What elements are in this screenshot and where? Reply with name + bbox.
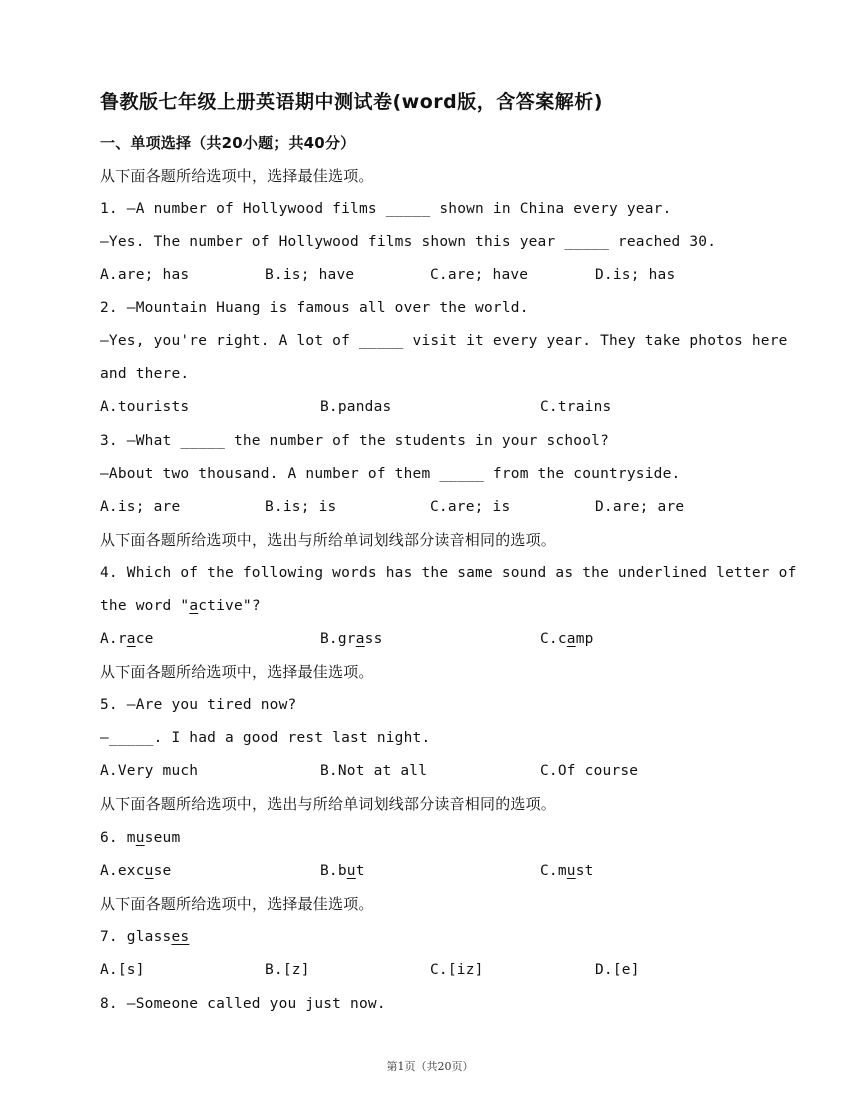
question-3-option-d: D.are; are [595, 499, 685, 515]
question-3-option-b: B.is; is [265, 499, 337, 515]
question-3-stem: 3. —What _____ the number of the students in your school? [100, 433, 609, 449]
question-3-reply: —About two thousand. A number of them _____ from the countryside. [100, 466, 681, 482]
question-4-stem-cont: the word "active"? [100, 598, 261, 614]
question-7-option-d: D.[e] [595, 962, 640, 978]
instruction-sound-2: 从下面各题所给选项中，选出与所给单词划线部分读音相同的选项。 [100, 795, 557, 813]
question-7-option-c: C.[iz] [430, 962, 484, 978]
page-footer: 第1页（共20页） [386, 1060, 474, 1073]
question-4-stem: 4. Which of the following words has the same sound as the underlined letter of [100, 565, 797, 581]
question-3-option-c: C.are; is [430, 499, 511, 515]
question-2-option-c: C.trains [540, 399, 612, 415]
question-4-option-b: B.grass [320, 631, 383, 647]
question-6-option-b: B.but [320, 863, 365, 879]
question-5-option-b: B.Not at all [320, 763, 428, 779]
underlined-letter: a [189, 598, 199, 614]
question-1-option-b: B.is; have [265, 267, 355, 283]
question-2-option-b: B.pandas [320, 399, 392, 415]
question-7-option-a: A.[s] [100, 962, 145, 978]
question-5-option-c: C.Of course [540, 763, 639, 779]
question-5-reply: —_____. I had a good rest last night. [100, 730, 431, 746]
instruction-choose-2: 从下面各题所给选项中，选择最佳选项。 [100, 663, 374, 681]
question-6-option-c: C.must [540, 863, 594, 879]
question-1-option-c: C.are; have [430, 267, 529, 283]
question-2-option-a: A.tourists [100, 399, 190, 415]
question-2-reply: —Yes, you're right. A lot of _____ visit it every year. They take photos here [100, 333, 788, 349]
question-4-option-c: C.camp [540, 631, 594, 647]
question-8-stem: 8. —Someone called you just now. [100, 996, 386, 1012]
instruction-sound: 从下面各题所给选项中，选出与所给单词划线部分读音相同的选项。 [100, 531, 557, 549]
document-title: 鲁教版七年级上册英语期中测试卷(word版，含答案解析) [100, 91, 603, 113]
question-5-option-a: A.Very much [100, 763, 199, 779]
question-3-option-a: A.is; are [100, 499, 181, 515]
question-1-option-a: A.are; has [100, 267, 190, 283]
question-7-stem: 7. glasses [100, 929, 190, 945]
section-heading: 一、单项选择（共20小题；共40分） [100, 134, 356, 152]
question-1-option-d: D.is; has [595, 267, 676, 283]
question-4-option-a: A.race [100, 631, 154, 647]
question-6-stem: 6. museum [100, 830, 181, 846]
question-7-option-b: B.[z] [265, 962, 310, 978]
instruction-choose-3: 从下面各题所给选项中，选择最佳选项。 [100, 895, 374, 913]
instruction-choose: 从下面各题所给选项中，选择最佳选项。 [100, 167, 374, 185]
question-1-reply: —Yes. The number of Hollywood films shown this year _____ reached 30. [100, 234, 717, 250]
question-1-stem: 1. —A number of Hollywood films _____ shown in China every year. [100, 201, 672, 217]
question-2-stem: 2. —Mountain Huang is famous all over the world. [100, 300, 529, 316]
question-6-option-a: A.excuse [100, 863, 172, 879]
question-5-stem: 5. —Are you tired now? [100, 697, 297, 713]
question-2-reply-cont: and there. [100, 366, 190, 382]
